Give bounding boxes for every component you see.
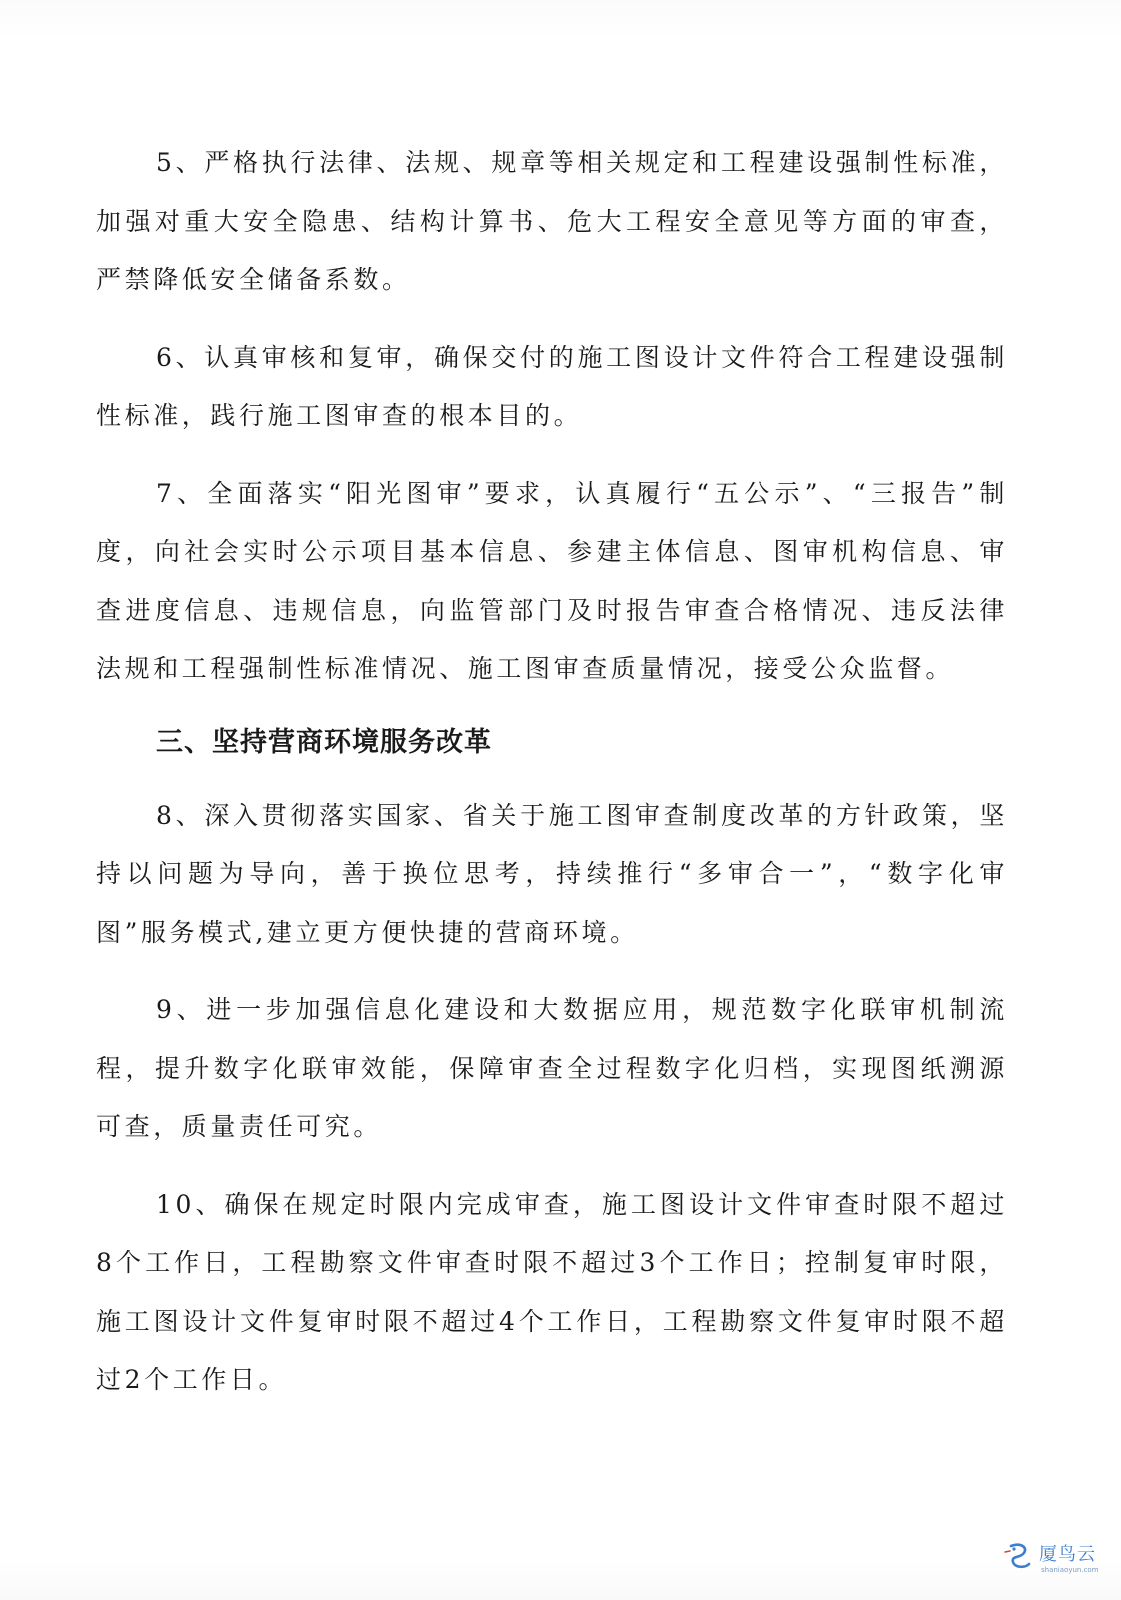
bird-logo-icon <box>1001 1540 1037 1576</box>
paragraph-item-6: 6、认真审核和复审，确保交付的施工图设计文件符合工程建设强制性标准，践行施工图审查的根本目的。 <box>96 342 1008 430</box>
watermark-name: 厦鸟云 <box>1039 1544 1096 1565</box>
paragraph-item-10: 10、确保在规定时限内完成审查，施工图设计文件审查时限不超过8个工作日，工程勘察文件审查时限不超过3个工作日；控制复审时限，施工图设计文件复审时限不超过4个工作日，工程勘察文件复审时限不超过2个工作日。 <box>96 1189 1008 1394</box>
paragraph-item-5: 5、严格执行法律、法规、规章等相关规定和工程建设强制性标准，加强对重大安全隐患、结构计算书、危大工程安全意见等方面的审查，严禁降低安全储备系数。 <box>96 148 1008 294</box>
watermark-url: shaniaoyun.com <box>1041 1566 1099 1574</box>
paragraph-item-9: 9、进一步加强信息化建设和大数据应用，规范数字化联审机制流程，提升数字化联审效能，保障审查全过程数字化归档，实现图纸溯源可查，质量责任可究。 <box>96 995 1008 1141</box>
watermark <box>1001 1534 1105 1584</box>
section-heading: 三、坚持营商环境服务改革 <box>156 726 492 758</box>
document-body <box>96 134 1008 1410</box>
paragraph-item-7: 7、全面落实“阳光图审”要求，认真履行“五公示”、“三报告”制度，向社会实时公示项目基本信息、参建主体信息、图审机构信息、审查进度信息、违规信息，向监管部门及时报告审查合格情况、违反法律法规和工程强制性标准情况、施工图审查质量情况，接受公众监督。 <box>96 478 1008 683</box>
paragraph-item-8: 8、深入贯彻落实国家、省关于施工图审查制度改革的方针政策，坚持以问题为导向，善于换位思考，持续推行“多审合一”，“数字化审图”服务模式,建立更方便快捷的营商环境。 <box>96 800 1008 947</box>
